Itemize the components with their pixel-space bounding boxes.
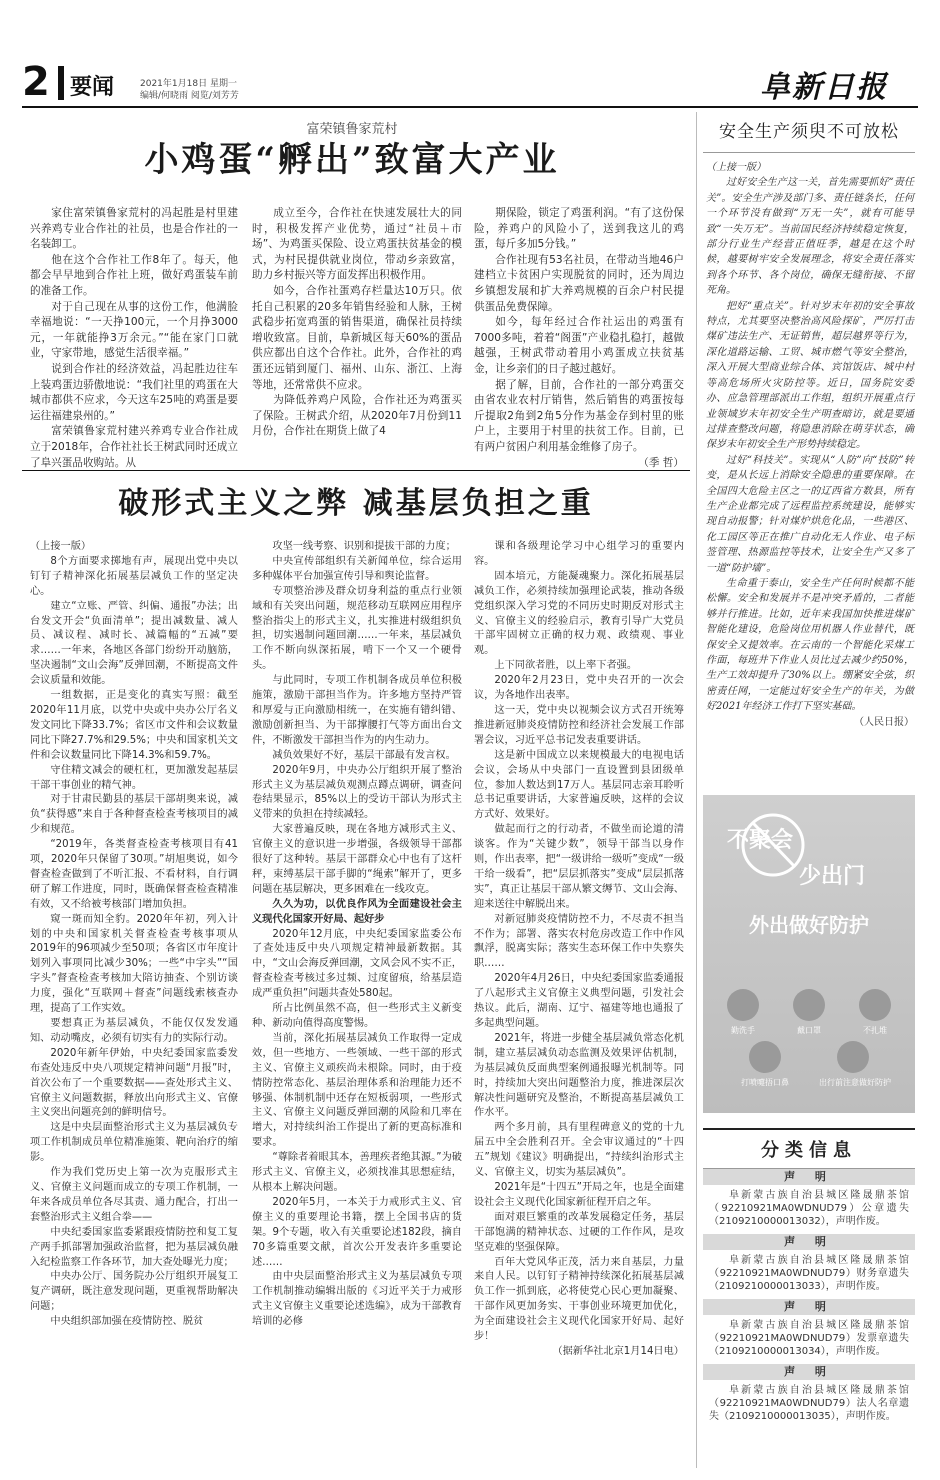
article1-byline: （季 哲） bbox=[638, 456, 684, 469]
notice-item bbox=[703, 1234, 915, 1299]
classified-section bbox=[703, 1128, 915, 1468]
notice-heading: 声 明 bbox=[703, 1169, 915, 1185]
psa-icon-label: 不扎堆 bbox=[863, 1026, 887, 1035]
article1-subtitle: 富荣镇鲁家荒村 bbox=[306, 122, 398, 137]
notice-body: 阜新蒙古族自治县城区隆晟鼎茶馆（92210921MA0WDNUD79）公章遗失（2109210000013032），声明作废。 bbox=[709, 1190, 909, 1227]
travel-icon bbox=[837, 1041, 869, 1073]
article2-col2: 攻坚一线考察、识别和提拔干部的力度； 中央宣传部组织有关新闻单位，综合运用多种媒体平台加强宣传引导和舆论监督。 专项整治涉及群众切身利益的重点行业领域和有关突出问题，规范移动互联网应用程序整治指尖上的形式主义，扎实推进村级组织负担，切实遏制问题回潮……一年来，基层减负工作不断向纵深拓展，啃下一个又一个硬骨头。 与此同时，专项工作机制各成员单位积极施策，激励干部担当作为。许多地方坚持严管和厚爱与正向激励相统一，在实施有错纠错、激励创新担当、为干部撑腰打气等方面出台文件，不断激发干部担当作为的内生动力。 减负效果好不好，基层干部最有发言权。 2020年9月，中央办公厅组织开展了整治形式主义为基层减负观测点蹲点调研，调查问卷结果显示，85%以上的受访干部认为形式主义带来的负担在持续减轻。 大家普遍反映，现在各地方减形式主义、官僚主义的意识进一步增强，各级领导干部都很好了这种转。基层干部群众心中也有了这杆秤，束缚基层干部手脚的“绳索”解开了，更多问题在基层解决，更多困难在一线攻克。 久久为功，以优良作风为全面建设社会主义现代化国家开好局、起好步 2020年12月底，中央纪委国家监委公布了查处违反中央八项规定精神最新数据。其中，“文山会海反弹回潮，文风会风不实不正，督查检查考核过多过频、过度留痕，给基层造成严重负担”问题共查处580起。 所占比例虽然不高，但一些形式主义新变种、新动向值得高度警惕。 当前，深化拓展基层减负工作取得一定成效，但一些地方、一些领域、一些干部的形式主义、官僚主义顽疾尚未根除。同时，由于疫情防控常态化、基层治理体系和治理能力还不够强、体制机制中还存在短板弱项，一些形式主义、官僚主义问题反弹回潮的风险和几率在增大，对持续纠治工作提出了新的更高标准和要求。 “尊除者着眼其本，善理疾者绝其源。”为破形式主义、官僚主义，必须找准其思想症结，从根本上解决问题。 2020年5月，一本关于力戒形式主义、官僚主义的重要理论书籍，摆上全国书店的货架。9个专题，收入有关重要论述182段，摘自70多篇重要文献，首次公开发表许多重要论述…… 由中央层面整治形式主义为基层减负专项工作机制推动编辑出版的《习近平关于力戒形式主义官僚主义重要论述选编》，成为干部教育培训的必修 bbox=[252, 541, 462, 1328]
article1-col2: 成立至今，合作社在快速发展壮大的同时，积极发挥产业优势，通过“社员＋市场”、为鸡蛋买保险、设立鸡蛋扶贫基金的模式，为村民提供就业岗位，带动乡亲致富，助力乡村振兴等方面发挥出积极作用。 如今，合作社蛋鸡存栏量达10万只。依托自己积累的20多年销售经验和人脉，王树武稳步拓宽鸡蛋的销售渠道，确保社员持续增收致富。目前，阜新城区每天60%的蛋品供应都出自这个合作社。此外，合作社的鸡蛋还远销到厦门、福州、山东、浙江、上海等地，还常常供不应求。 为降低养鸡户风险，合作社还为鸡蛋买了保险。王树武介绍，从2020年7月份到11月份，合作社在期货上做了4 bbox=[252, 207, 462, 438]
article1-title: 小鸡蛋“孵出”致富大产业 bbox=[144, 140, 560, 180]
masthead-bar bbox=[58, 66, 64, 100]
article2-title: 破形式主义之弊 减基层负担之重 bbox=[118, 486, 594, 521]
article2-byline: （据新华社北京1月14日电） bbox=[552, 1345, 684, 1357]
notice-item bbox=[703, 1364, 915, 1429]
wash-hands-icon bbox=[727, 989, 759, 1021]
no-crowd-icon bbox=[859, 989, 891, 1021]
notice-item bbox=[703, 1299, 915, 1364]
article2-col1: （上接一版） 8个方面要求掷地有声，展现出党中央以钉钉子精神深化拓展基层减负工作的坚定决心。 建立“立账、严管、纠偏、通报”办法；出台发文开会“负面清单”；提出减数量、减人员、减议程、减时长、减篇幅的“五减”要求……一年来，各地区各部门纷纷开动脑筋，坚决遏制“文山会海”反弹回潮，不断提高文件会议质量和效能。 一组数据，正是变化的真实写照：截至2020年11月底，以党中央或中央办公厅名义发文同比下降33.7%；省区市文件和会议数量同比下降27.7%和29.5%；中央和国家机关文件和会议数量同比下降14.3%和59.7%。 守住精文减会的硬杠杠，更加激发起基层干部干事创业的精气神。 对于甘肃民勤县的基层干部胡奥来说，减负“获得感”来自于各种督查检查考核项目的减少和规范。 “2019年，各类督查检查考核项目有41项，2020年只保留了30项。”胡旭奥说，如今督查检查做到了不听汇报、不看材料，自行调研了解工作进度，同时，既确保督查检查精准有效，又不给被考核部门增加负担。 窥一斑而知全豹。2020年年初，列入计划的中央和国家机关督查检查考核事项从2019年的96项减少至50项；各省区市年度计划列入事项同比减少30%；一些“中字头”“国字头”督查检查考核加大陪访抽查、个别访谈力度，强化“互联网＋督查”问题线索核查办理，提高了工作实效。 要想真正为基层减负，不能仅仅发发通知、动动嘴皮，必须有切实有力的实际行动。 2020年新年伊始，中央纪委国家监委发布查处违反中央八项规定精神问题“月报”时，首次公布了一个重要数据——查处形式主义、官僚主义问题数据，释放出向形式主义、官僚主义突出问题亮剑的鲜明信号。 这是中央层面整治形式主义为基层减负专项工作机制成员单位精准施策、靶向治疗的缩影。 作为我们党历史上第一次为克服形式主义、官僚主义问题而成立的专项工作机制，一年来各成员单位各尽其责、通力配合，打出一套整治形式主义组合拳—— 中央纪委国家监委紧跟疫情防控和复工复产两手抓部署加强政治监督，把为基层减负融入纪检监察工作各环节，加大查处曝光力度； 中央办公厅、国务院办公厅组织开展复工复产调研，既注意发现问题，更重视帮助解决问题； 中央组织部加强在疫情防控、脱贫 bbox=[30, 541, 238, 1328]
psa-icon-label: 出行前注意做好防护 bbox=[819, 1078, 891, 1087]
column-divider bbox=[696, 112, 697, 1468]
psa-icon-label: 戴口罩 bbox=[797, 1026, 821, 1035]
sidebar-title: 安全生产须臾不可放松 bbox=[719, 122, 899, 142]
article1-col1: 家住富荣镇鲁家荒村的冯起胜是村里建兴养鸡专业合作社的社员，也是合作社的一名装卸工。 他在这个合作社工作8年了。每天，他都会早早地到合作社上班，做好鸡蛋装车前的准备工作。 对于自己现在从事的这份工作，他满脸幸福地说：“一天挣100元，一个月挣3000元，一年就能挣3万余元。”“能在家门口就业，守家带地，感觉生活很幸福。” 说到合作社的经济效益，冯起胜边往车上装鸡蛋边骄傲地说：“我们社里的鸡蛋在大城市都供不应求，今天这车25吨的鸡蛋是要运往福建泉州的。” 富荣镇鲁家荒村建兴养鸡专业合作社成立于2018年，合作社社长王树武同时还成立了阜兴蛋品收购站。从 bbox=[30, 207, 238, 469]
psa-icon-label: 勤洗手 bbox=[731, 1026, 755, 1035]
editor-line: 编辑/何晓雨 阅览/刘芳芳 bbox=[140, 91, 239, 101]
notice-heading: 声 明 bbox=[703, 1364, 915, 1380]
sneeze-icon bbox=[749, 1041, 781, 1073]
section-name: 要闻 bbox=[70, 75, 115, 100]
date-line: 2021年1月18日 星期一 bbox=[140, 79, 237, 89]
sidebar-header bbox=[703, 114, 915, 153]
notice-heading: 声 明 bbox=[703, 1234, 915, 1250]
psa-icon-label: 打喷嚏捂口鼻 bbox=[741, 1078, 789, 1087]
classified-header bbox=[703, 1128, 915, 1169]
article-divider bbox=[22, 470, 690, 471]
notice-body: 阜新蒙古族自治县城区隆晟鼎茶馆（92210921MA0WDNUD79）法人名章遗失（2109210000013035），声明作废。 bbox=[709, 1385, 909, 1422]
psa-line3: 外出做好防护 bbox=[749, 913, 869, 937]
classified-title: 分类信息 bbox=[761, 1140, 857, 1161]
notice-body: 阜新蒙古族自治县城区隆晟鼎茶馆（92210921MA0WDNUD79）财务章遗失（2109210000013033），声明作废。 bbox=[709, 1255, 909, 1292]
sidebar-byline: （人民日报） bbox=[854, 716, 914, 728]
paper-name: 阜新日报 bbox=[760, 70, 888, 105]
article2-col3: 课和各级理论学习中心组学习的重要内容。 固本培元，方能凝魂聚力。深化拓展基层减负工作，必须持续加强理论武装，推动各级党组织深入学习党的不同历史时期反对形式主义、官僚主义的经验启示，教育引导广大党员干部牢固树立正确的权力观、政绩观、事业观。 上下同欲者胜，以上率下者强。 2020年2月23日，党中央召开的一次会议，为各地作出表率。 这一天，党中央以视频会议方式召开统筹推进新冠肺炎疫情防控和经济社会发展工作部署会议，习近平总书记发表重要讲话。 这是新中国成立以来规模最大的电视电话会议，会场从中央部门一直设置到县团级单位，参加人数达到17万人。基层同志亲耳聆听总书记重要讲话，大家普遍反映，这样的会议方式好、效果好。 做起而行之的行动者，不做坐而论道的清谈客。作为“关键少数”，领导干部当以身作则，作出表率，把“一级讲给一级听”变成“一级干给一级看”，把“层层抓落实”变成“层层抓落实”，真正让基层干部从繁文缛节、文山会海、迎来送往中解脱出来。 对新冠肺炎疫情防控不力，不尽责不担当不作为；部署、落实农村危房改造工作中作风飘浮，脱离实际；落实生态环保工作中失察失职…… 2020年4月26日，中央纪委国家监委通报了八起形式主义官僚主义典型问题，引发社会热议。此后，湖南、辽宁、福建等地也通报了多起典型问题。 2021年，将进一步健全基层减负常态化机制，建立基层减负动态监测及效果评估机制，为基层减负反面典型案例通报曝光机制等。同时，持续加大突出问题整治力度，推进深层次解决性问题研究及整治，不断提高基层减负工作水平。 两个多月前，具有里程碑意义的党的十九届五中全会胜利召开。全会审议通过的“十四五”规划《建议》明确提出，“持续纠治形式主义、官僚主义，切实为基层减负”。 2021年是“十四五”开局之年，也是全面建设社会主义现代化国家新征程开启之年。 面对艰巨繁重的改革发展稳定任务，基层干部饱满的精神状态、过硬的工作作风，是攻坚克难的坚强保障。 百年大党风华正茂，活力来自基层，力量来自人民。以钉钉子精神持续深化拓展基层减负工作一抓到底，必将使党心民心更加凝聚、干部作风更加务实、干事创业环境更加优化，为全面建设社会主义现代化国家开好局、起好步！ （据新华社北京1月14日电） bbox=[474, 540, 684, 1360]
notice-heading: 声 明 bbox=[703, 1299, 915, 1315]
notice-body: 阜新蒙古族自治县城区隆晟鼎茶馆（92210921MA0WDNUD79）发票章遗失（2109210000013034），声明作废。 bbox=[709, 1320, 909, 1357]
psa-poster bbox=[703, 795, 915, 1113]
notice-item bbox=[703, 1169, 915, 1234]
sidebar-body: （上接一版） 过好安全生产这一关，首先需要抓好“责任关”。安全生产涉及部门多、责任链条长，任何一个环节没有做到“万无一失”，就有可能导致“一失万无”。当前国民经济持续稳定恢复，部分行业生产经营正值旺季，越是在这个时候，越要树牢安全发展理念，将安全责任落实到各个环节、各个岗位，确保无缝衔接、不留死角。 把好“重点关”。针对岁末年初的安全事故特点，尤其要坚决整治高风险探矿，严厉打击煤矿违法生产、无证销售，超层越界等行为，深化道路运输、工贸、城市燃气等安全整治，深入开展大型商业综合体、宾馆饭店、城中村等高危场所火灾防控等。近日，国务院安委办、应急管理部派出工作组，组织开展重点行业领域岁末年初安全生产明查暗访，就是要通过排查整改问题，将隐患消除在萌芽状态，确保岁末年初安全生产形势持续稳定。 过好“科技关”。实现从“人防”向“技防”转变，是从长远上消除安全隐患的重要保障。在全国四大危险主区之一的辽西省方数县，所有生产企业都完成了远程监控系统建设，能够实现自动报警；针对煤炉烘危化品，一些港区、化工园区等正在推广自动化无人作业、电子标签管理、热源监控等技术，让安全生产又多了一道“防护墙”。 生命重于泰山，安全生产任何时候都不能松懈。安全和发展并不是冲突矛盾的，二者能够并行推进。比如，近年来我国加快推进煤矿智能化建设，危险岗位用机器人作业替代，既保安全又提效率。在云南的一个智能化采煤工作面，每班井下作业人员比过去减少约50%，生产工效却提升了30%以上。绷紧安全弦，织密责任网，一定能过好安全生产的年关，为做好2021年经济工作打下坚实基础。 （人民日报） bbox=[706, 160, 914, 730]
psa-line1: 不聚会 bbox=[727, 828, 794, 853]
mask-icon bbox=[793, 989, 825, 1021]
psa-line2: 少出门 bbox=[799, 864, 866, 889]
masthead-meta bbox=[140, 78, 239, 102]
masthead-rule bbox=[22, 106, 918, 108]
article1-col3: 期保险，锁定了鸡蛋利润。“有了这份保险，养鸡户的风险小了，送到我这儿的鸡蛋，每斤多加5分钱。” 合作社现有53名社员，在带动当地46户建档立卡贫困户实现脱贫的同时，还为周边乡镇想发展和扩大养鸡规模的百余户村民提供蛋品免费保障。 如今，每年经过合作社运出的鸡蛋有7000多吨，着着“阁蛋”产业稳扎稳打，越做越强，王树武带动着用小鸡蛋成立扶贫基金，让乡亲们的日子越过越好。 据了解，目前，合作社的一部分鸡蛋交由省农业农村厅销售，然后销售的鸡蛋按每斤提取2角到2角5分作为基金存到村里的账户上，主要用于村里的扶贫工作。目前，已有两户贫困户利用基金维修了房子。 （季 哲） bbox=[474, 206, 684, 471]
page-number: 2 bbox=[22, 59, 50, 105]
